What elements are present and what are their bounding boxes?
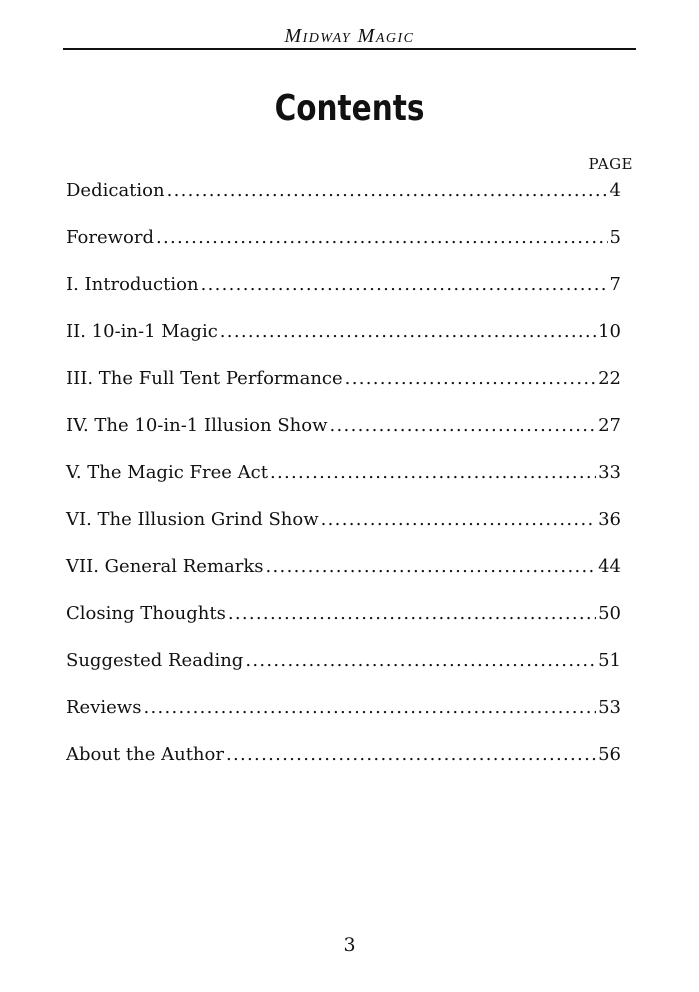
dot-leader: [156, 224, 608, 252]
dot-leader: [270, 459, 596, 487]
page-number: 3: [343, 934, 356, 956]
toc-entry: [66, 647, 621, 694]
dot-leader: [226, 741, 596, 769]
toc-entry: [66, 506, 621, 553]
toc-entry-page: 56: [598, 744, 621, 765]
toc-entry: [66, 224, 621, 271]
dot-leader: [167, 177, 608, 205]
toc-entry-page: 44: [598, 556, 621, 577]
toc-entry-title: Reviews: [66, 697, 142, 718]
toc-entry-title: About the Author: [66, 744, 224, 765]
header-rule: [63, 48, 636, 50]
toc-entry-page: 4: [609, 180, 621, 201]
dot-leader: [143, 694, 596, 722]
toc-entry: [66, 318, 621, 365]
toc-entry-page: 5: [609, 227, 621, 248]
dot-leader: [228, 600, 596, 628]
page-column-label: PAGE: [588, 155, 633, 173]
toc-entry-page: 7: [609, 274, 621, 295]
toc-entry-page: 27: [598, 415, 621, 436]
page-title: Contents: [274, 88, 425, 129]
toc-entry: [66, 694, 621, 741]
toc-entry: [66, 177, 621, 224]
toc-entry-page: 36: [598, 509, 621, 530]
toc-entry-title: I. Introduction: [66, 274, 199, 295]
toc-entry: [66, 412, 621, 459]
toc-entry-title: Foreword: [66, 227, 154, 248]
toc-entry-title: Dedication: [66, 180, 165, 201]
toc-entry-page: 22: [598, 368, 621, 389]
toc-entry: [66, 553, 621, 600]
toc-entry-title: VI. The Illusion Grind Show: [66, 509, 319, 530]
toc-entry: [66, 741, 621, 788]
toc-entry-title: Suggested Reading: [66, 650, 244, 671]
dot-leader: [330, 412, 597, 440]
dot-leader: [201, 271, 608, 299]
toc-entry: [66, 271, 621, 318]
toc-entry-title: VII. General Remarks: [66, 556, 264, 577]
dot-leader: [345, 365, 596, 393]
toc-entry: [66, 459, 621, 506]
dot-leader: [321, 506, 596, 534]
dot-leader: [220, 318, 596, 346]
toc-entry-page: 51: [598, 650, 621, 671]
toc-entry-title: III. The Full Tent Performance: [66, 368, 343, 389]
dot-leader: [266, 553, 597, 581]
running-head: Midway Magic: [284, 25, 415, 47]
toc-entry-title: V. The Magic Free Act: [66, 462, 268, 483]
toc-entry-page: 10: [598, 321, 621, 342]
toc-entry-page: 53: [598, 697, 621, 718]
toc-list: [66, 177, 621, 788]
dot-leader: [245, 647, 596, 675]
toc-entry: [66, 600, 621, 647]
toc-entry-title: II. 10-in-1 Magic: [66, 321, 218, 342]
toc-entry: [66, 365, 621, 412]
toc-entry-page: 50: [598, 603, 621, 624]
toc-entry-title: IV. The 10-in-1 Illusion Show: [66, 415, 328, 436]
toc-entry-title: Closing Thoughts: [66, 603, 226, 624]
toc-entry-page: 33: [598, 462, 621, 483]
